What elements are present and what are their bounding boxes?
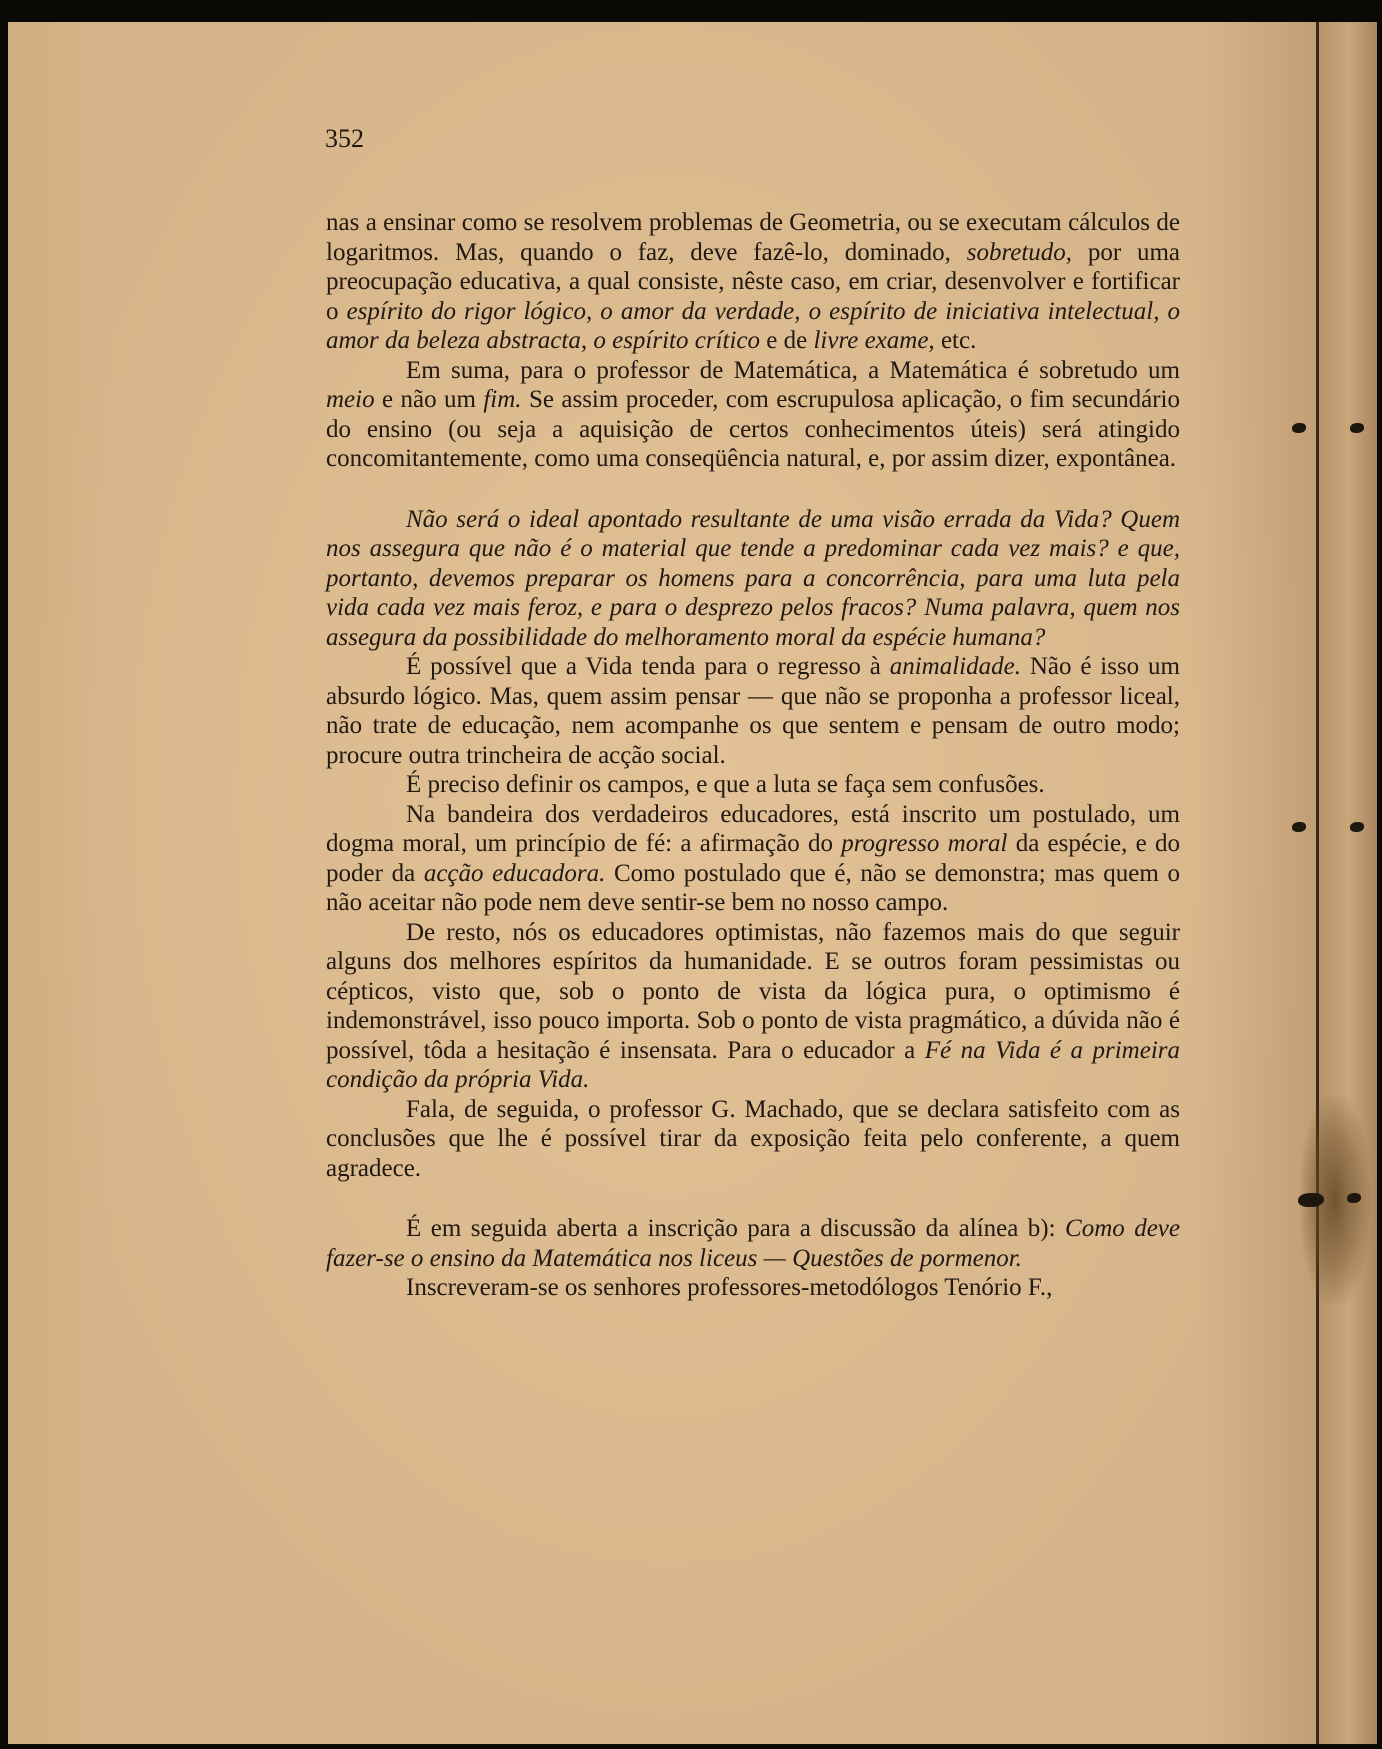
page-number: 352 [325,124,364,153]
paragraph-italic: Não será o ideal apontado resultante de uma visão errada da Vida? Quem nos assegura que não é o material que tende a predominar cada vez mais? e que, portanto, devemos preparar os homens para a concorrência, para uma luta pela vida cada vez mais feroz, e para o desprezo pelos fracos? Numa palavra, quem nos assegura da possibilidade do melhoramento moral da espécie humana? [326,505,1180,651]
paragraph: Em suma, para o professor de Matemática, a Matemática é sobretudo um meio e não um fim. Se assim proceder, com escrupulosa aplicação, o fim secundário do ensino (ou seja a aquisição de certos conhecimentos úteis) será atingido concomitantemente, como uma conseqüência natural, e, por assim dizer, expontânea. [326,356,1180,472]
paragraph: É preciso definir os campos, e que a luta se faça sem confusões. [406,771,1045,798]
paragraph: É possível que a Vida tenda para o regresso à animalidade. Não é isso um absurdo lógico. Mas, quem assim pensar — que não se proponha a professor liceal, não trate de educação, nem acompanhe os que sentem e pensam de outro modo; procure outra trincheira de acção social. [326,653,1180,769]
paragraph: Fala, de seguida, o professor G. Machado, que se declara satisfeito com as conclusões que lhe é possível tirar da exposição feita pelo conferente, a quem agradece. [326,1095,1180,1182]
binding-hole-mark [1292,423,1306,433]
paragraph: Na bandeira dos verdadeiros educadores, está inscrito um postulado, um dogma moral, um princípio de fé: a afirmação do progresso moral da espécie, e do poder da acção educadora. Como postulado que é, não se demonstra; mas quem o não aceitar não pode nem deve sentir-se bem no nosso campo. [326,800,1181,916]
paragraph: É em seguida aberta a inscrição para a discussão da alínea b): Como deve fazer-se o ensino da Matemática nos liceus — Questões de pormenor. [326,1215,1180,1272]
binding-hole-mark [1350,423,1364,433]
paragraph: nas a ensinar como se resolvem problemas de Geometria, ou se executam cálculos de logaritmos. Mas, quando o faz, deve fazê-lo, dominado, sobretudo, por uma preocupação educativa, a qual consiste, nêste caso, em criar, desenvolver e fortificar o espírito do rigor lógico, o amor da verdade, o espírito de iniciativa intelectual, o amor da beleza abstracta, o espírito crítico e de livre exame, etc. [326,209,1180,354]
binding-hole-mark [1347,1193,1361,1203]
binding-hole-mark [1298,1193,1324,1207]
book-page [8,22,1328,1744]
paragraph: Inscreveram-se os senhores professores-metodólogos Tenório F., [406,1274,1053,1301]
adjacent-page-edge [1319,22,1377,1744]
body-text [326,208,1180,1303]
binding-hole-mark [1350,822,1364,832]
paragraph: De resto, nós os educadores optimistas, não fazemos mais do que seguir alguns dos melhores espíritos da humanidade. E se outros foram pessimistas ou cépticos, visto que, sob o ponto de vista da lógica pura, o optimismo é indemonstrável, isso pouco importa. Sob o ponto de vista pragmático, a dúvida não é possível, tôda a hesitação é insensata. Para o educador a Fé na Vida é a primeira condição da própria Vida. [326,918,1180,1093]
binding-hole-mark [1292,822,1306,832]
